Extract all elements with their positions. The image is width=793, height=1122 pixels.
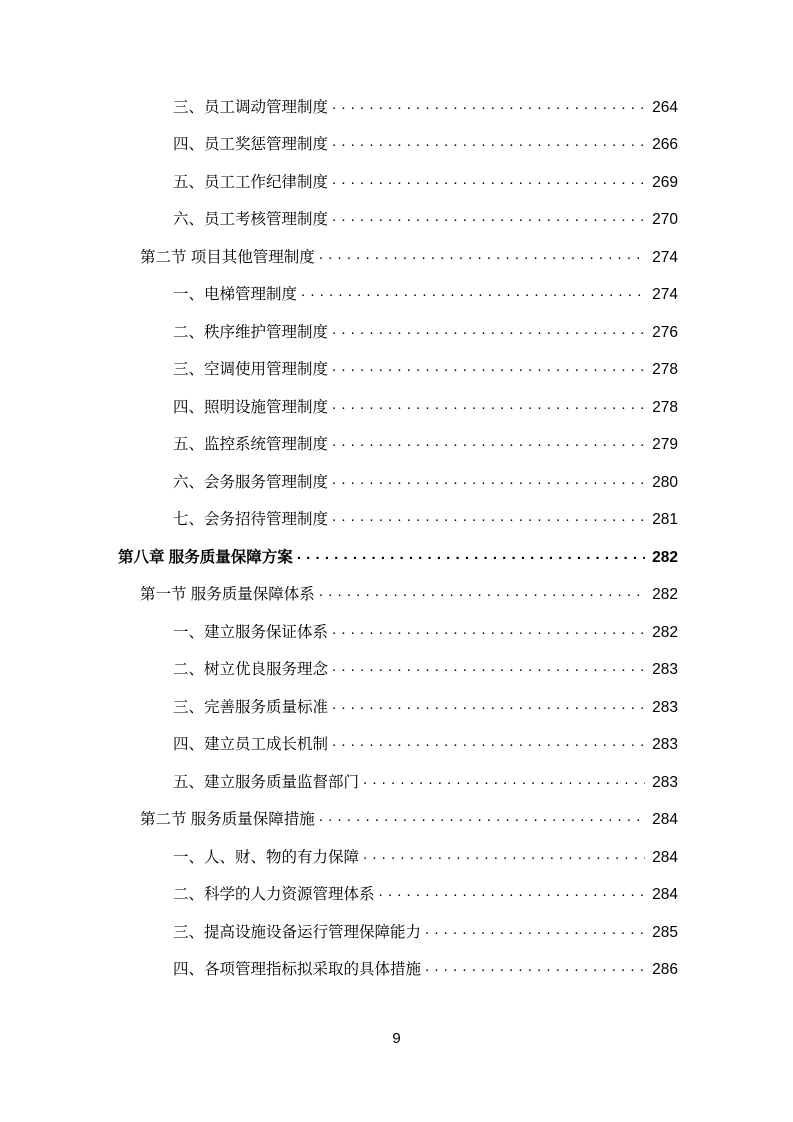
toc-leader-dots bbox=[379, 884, 645, 900]
toc-entry-label: 四、照明设施管理制度 bbox=[173, 398, 329, 416]
toc-entry[interactable] bbox=[118, 396, 678, 434]
toc-leader-dots bbox=[332, 359, 645, 375]
toc-entry-label: 四、建立员工成长机制 bbox=[173, 736, 329, 753]
toc-entry-label: 三、提高设施设备运行管理保障能力 bbox=[173, 923, 422, 941]
toc-entry[interactable] bbox=[118, 509, 678, 547]
toc-leader-dots bbox=[332, 396, 645, 412]
toc-entry[interactable] bbox=[118, 959, 678, 997]
toc-entry-page-number: 264 bbox=[652, 98, 678, 116]
toc-entry-page-number: 278 bbox=[652, 361, 678, 378]
toc-leader-dots bbox=[332, 621, 645, 637]
toc-entry[interactable] bbox=[118, 471, 678, 509]
toc-entry-page-number: 266 bbox=[652, 136, 678, 153]
toc-entry-page-number: 282 bbox=[652, 586, 678, 603]
toc-entry-page-number: 280 bbox=[652, 473, 678, 491]
toc-entry-page-number: 283 bbox=[652, 736, 678, 753]
toc-entry-label: 二、科学的人力资源管理体系 bbox=[173, 886, 375, 903]
toc-entry[interactable] bbox=[118, 584, 678, 622]
toc-entry-label: 七、会务招待管理制度 bbox=[173, 511, 329, 528]
toc-entry-page-number: 284 bbox=[652, 848, 678, 866]
toc-entry[interactable] bbox=[118, 771, 678, 809]
toc-leader-dots bbox=[332, 696, 645, 712]
toc-entry-label: 一、建立服务保证体系 bbox=[173, 623, 329, 641]
toc-leader-dots bbox=[425, 959, 645, 975]
toc-entry[interactable] bbox=[118, 134, 678, 172]
toc-entry-page-number: 284 bbox=[652, 886, 678, 903]
toc-entry-label: 二、树立优良服务理念 bbox=[173, 661, 329, 678]
toc-entry[interactable] bbox=[118, 809, 678, 847]
toc-entry-label: 第一节 服务质量保障体系 bbox=[140, 586, 315, 603]
toc-entry[interactable] bbox=[118, 96, 678, 134]
toc-entry-label: 六、会务服务管理制度 bbox=[173, 473, 329, 491]
toc-leader-dots bbox=[319, 246, 645, 262]
toc-entry-page-number: 278 bbox=[652, 398, 678, 416]
toc-entry-label: 六、员工考核管理制度 bbox=[173, 211, 329, 228]
toc-entry-label: 三、完善服务质量标准 bbox=[173, 698, 329, 716]
toc-entry-page-number: 283 bbox=[652, 773, 678, 791]
page-number: 9 bbox=[392, 1030, 401, 1047]
table-of-contents bbox=[118, 96, 678, 996]
toc-entry[interactable] bbox=[118, 546, 678, 584]
toc-leader-dots bbox=[363, 846, 645, 862]
toc-entry[interactable] bbox=[118, 434, 678, 472]
toc-entry-page-number: 282 bbox=[652, 623, 678, 641]
toc-entry[interactable] bbox=[118, 359, 678, 397]
toc-entry[interactable] bbox=[118, 884, 678, 922]
toc-leader-dots bbox=[332, 659, 645, 675]
toc-entry-label: 五、监控系统管理制度 bbox=[173, 436, 329, 453]
toc-entry[interactable] bbox=[118, 209, 678, 247]
toc-entry-label: 五、员工工作纪律制度 bbox=[173, 173, 329, 191]
toc-leader-dots bbox=[332, 734, 645, 750]
toc-entry[interactable] bbox=[118, 921, 678, 959]
toc-entry-label: 一、电梯管理制度 bbox=[173, 286, 298, 303]
toc-entry-page-number: 283 bbox=[652, 661, 678, 678]
toc-entry[interactable] bbox=[118, 321, 678, 359]
toc-entry[interactable] bbox=[118, 846, 678, 884]
toc-leader-dots bbox=[332, 96, 645, 112]
toc-leader-dots bbox=[425, 921, 645, 937]
toc-entry-page-number: 270 bbox=[652, 211, 678, 228]
toc-leader-dots bbox=[332, 321, 645, 337]
toc-leader-dots bbox=[332, 171, 645, 187]
toc-entry-page-number: 276 bbox=[652, 323, 678, 341]
toc-entry[interactable] bbox=[118, 171, 678, 209]
toc-entry-label: 三、空调使用管理制度 bbox=[173, 361, 329, 378]
toc-leader-dots bbox=[319, 584, 645, 600]
toc-entry-page-number: 274 bbox=[652, 248, 678, 266]
toc-entry-label: 第二节 项目其他管理制度 bbox=[140, 248, 315, 266]
toc-leader-dots bbox=[332, 134, 645, 150]
toc-entry-page-number: 285 bbox=[652, 923, 678, 941]
toc-entry[interactable] bbox=[118, 284, 678, 322]
toc-leader-dots bbox=[332, 434, 645, 450]
toc-entry-label: 第二节 服务质量保障措施 bbox=[140, 811, 315, 828]
toc-entry-page-number: 282 bbox=[652, 548, 678, 566]
toc-entry-page-number: 281 bbox=[652, 511, 678, 528]
toc-entry-label: 五、建立服务质量监督部门 bbox=[173, 773, 360, 791]
toc-entry-page-number: 274 bbox=[652, 286, 678, 303]
toc-entry-page-number: 279 bbox=[652, 436, 678, 453]
toc-entry[interactable] bbox=[118, 659, 678, 697]
toc-leader-dots bbox=[332, 209, 645, 225]
toc-leader-dots bbox=[319, 809, 645, 825]
toc-entry[interactable] bbox=[118, 734, 678, 772]
toc-entry-page-number: 286 bbox=[652, 961, 678, 978]
toc-leader-dots bbox=[332, 509, 645, 525]
toc-entry-label: 四、各项管理指标拟采取的具体措施 bbox=[173, 961, 422, 978]
toc-entry[interactable] bbox=[118, 246, 678, 284]
toc-leader-dots bbox=[297, 546, 645, 562]
toc-entry-label: 一、人、财、物的有力保障 bbox=[173, 848, 360, 866]
toc-entry-label: 三、员工调动管理制度 bbox=[173, 98, 329, 116]
toc-leader-dots bbox=[301, 284, 645, 300]
toc-leader-dots bbox=[363, 771, 645, 787]
toc-entry-page-number: 269 bbox=[652, 173, 678, 191]
toc-entry-label: 四、员工奖惩管理制度 bbox=[173, 136, 329, 153]
toc-leader-dots bbox=[332, 471, 645, 487]
toc-entry[interactable] bbox=[118, 621, 678, 659]
toc-entry-label: 二、秩序维护管理制度 bbox=[173, 323, 329, 341]
toc-entry-page-number: 283 bbox=[652, 698, 678, 716]
toc-entry[interactable] bbox=[118, 696, 678, 734]
toc-entry-label: 第八章 服务质量保障方案 bbox=[118, 548, 293, 566]
toc-entry-page-number: 284 bbox=[652, 811, 678, 828]
